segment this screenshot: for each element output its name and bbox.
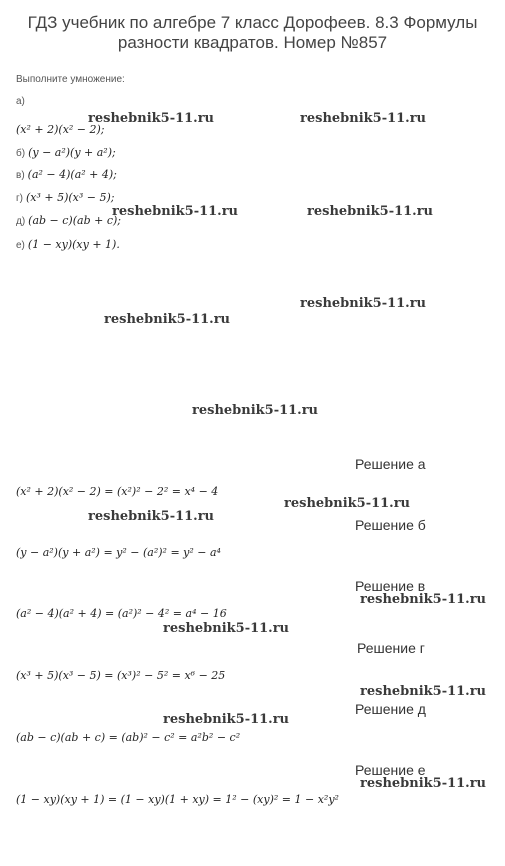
task-item-g: [16, 191, 115, 204]
task-item-d: [16, 214, 121, 227]
watermark: reshebnik5-11.ru: [88, 111, 215, 126]
solution-equation-d: (ab − c)(ab + c) = (ab)² − c² = a²b² − c²: [16, 731, 241, 744]
task-item-v: [16, 168, 117, 181]
task-letter: е): [16, 240, 25, 251]
task-letter: а): [16, 96, 25, 107]
watermark: reshebnik5-11.ru: [88, 509, 215, 524]
task-instruction: Выполните умножение:: [16, 74, 125, 85]
page-title-line-1: ГДЗ учебник по алгебре 7 класс Дорофеев. 8.3 Формулы: [27, 13, 478, 32]
solution-heading-b: Решение б: [355, 517, 426, 533]
solution-heading-a: Решение а: [355, 456, 426, 472]
solution-equation-v: (a² − 4)(a² + 4) = (a²)² − 4² = a⁴ − 16: [16, 607, 227, 620]
page-title: [0, 13, 505, 53]
task-expression: (y − a²)(y + a²);: [28, 146, 116, 159]
solution-heading-v: Решение в: [355, 578, 426, 594]
task-expression: (x³ + 5)(x³ − 5);: [25, 191, 115, 204]
task-item-e: [16, 238, 120, 251]
watermark: reshebnik5-11.ru: [284, 496, 411, 511]
watermark: reshebnik5-11.ru: [192, 403, 319, 418]
task-letter: в): [16, 170, 25, 181]
task-expression: (x² + 2)(x² − 2);: [16, 123, 105, 136]
solution-heading-g: Решение г: [357, 640, 425, 656]
watermark: reshebnik5-11.ru: [300, 111, 427, 126]
task-expression: (a² − 4)(a² + 4);: [27, 168, 117, 181]
task-item-b: [16, 146, 116, 159]
watermark: reshebnik5-11.ru: [360, 776, 487, 791]
task-item-a-letter: [16, 95, 28, 107]
task-letter: д): [16, 216, 26, 227]
solution-equation-b: (y − a²)(y + a²) = y² − (a²)² = y² − a⁴: [16, 546, 221, 559]
task-letter: г): [16, 193, 23, 204]
solution-equation-e: (1 − xy)(xy + 1) = (1 − xy)(1 + xy) = 1² − (xy)² = 1 − x²y²: [16, 793, 339, 806]
solution-equation-a: (x² + 2)(x² − 2) = (x²)² − 2² = x⁴ − 4: [16, 485, 219, 498]
watermark: reshebnik5-11.ru: [300, 296, 427, 311]
task-expression: (1 − xy)(xy + 1).: [27, 238, 120, 251]
solution-heading-d: Решение д: [355, 701, 426, 717]
solution-heading-e: Решение е: [355, 762, 426, 778]
page-title-line-2: разности квадратов. Номер №857: [117, 33, 388, 52]
watermark: reshebnik5-11.ru: [163, 712, 290, 727]
watermark: reshebnik5-11.ru: [307, 204, 434, 219]
task-expression: (ab − c)(ab + c);: [28, 214, 121, 227]
watermark: reshebnik5-11.ru: [104, 312, 231, 327]
watermark: reshebnik5-11.ru: [112, 204, 239, 219]
watermark: reshebnik5-11.ru: [163, 621, 290, 636]
task-letter: б): [16, 148, 26, 159]
solution-equation-g: (x³ + 5)(x³ − 5) = (x³)² − 5² = x⁶ − 25: [16, 669, 226, 682]
watermark: reshebnik5-11.ru: [360, 684, 487, 699]
watermark: reshebnik5-11.ru: [360, 592, 487, 607]
